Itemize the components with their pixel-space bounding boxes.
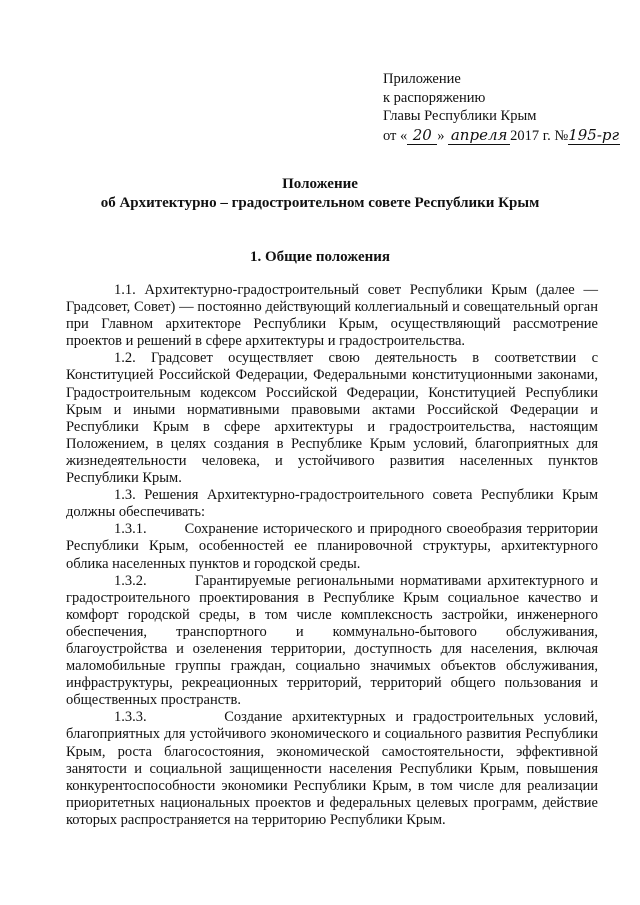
handwritten-number: 195-рг xyxy=(568,125,620,144)
paragraph-number: 1.3.3. xyxy=(114,709,147,726)
appendix-line: Главы Республики Крым xyxy=(383,108,537,124)
paragraph-number: 1.3.2. xyxy=(114,572,147,589)
date-year: 2017 г. № xyxy=(510,127,569,144)
paragraph-number: 1.3.1. xyxy=(114,521,147,538)
date-prefix: от « xyxy=(383,127,408,144)
document-subtitle: об Архитектурно – градостроительном совете Республики Крым xyxy=(100,195,540,211)
appendix-line: к распоряжению xyxy=(383,89,486,106)
paragraph-text: Гарантируемые региональными нормативами архитектурного и градостроительного проектирования в Республике Крым социальное качество и комфорт городской среды, в том числе комплексность застройки, инженерного обеспечения, транспортного и коммунально-бытового обслуживания, благоустройства и озеленения территории, доступность для населения, включая маломобильные группы граждан, социально значимых объектов обслуживания, инфраструктуры, рекреационных территорий, территорий общего пользования и общественных пространств. xyxy=(66,572,598,709)
handwritten-month: апреля xyxy=(448,126,510,146)
paragraph-text: Сохранение исторического и природного своеобразия территории Республики Крым, особенностей ее планировочной структуры, архитектурного облика населенных пунктов и городской среды. xyxy=(66,521,599,572)
appendix-line: Приложение xyxy=(383,71,461,87)
document-body xyxy=(66,282,598,829)
paragraph-1-2: 1.2. Градсовет осуществляет свою деятельность в соответствии с Конституцией Российской Федерации, Федеральными конституционными законами, Градостроительным кодексом Российской Федерации, Конституцией Республики Крым и иными нормативными правовыми актами Российской Федерации и Республики Крым в сфере архитектуры и градостроительства, настоящим Положением, в целях создания в Республике Крым условий, благоприятных для жизнедеятельности человека, и устойчивого развития населенных пунктов Республики Крым. xyxy=(66,350,598,487)
paragraph-text: Создание архитектурных и градостроительных условий, благоприятных для устойчивого экономического и социального развития Республики Крым, роста благосостояния, экономической самостоятельности, эффективной занятости и социальной защищенности населения Республики Крым, повышения конкурентоспособности экономики Республики Крым, в том числе для реализации приоритетных национальных проектов и федеральных целевых программ, действие которых распространяется на территорию Республики Крым. xyxy=(66,709,598,828)
date-close: » xyxy=(437,127,445,144)
document-title: Положение xyxy=(282,176,358,192)
paragraph-1-3-2 xyxy=(66,573,598,710)
section-heading: 1. Общие положения xyxy=(249,249,391,265)
handwritten-day: 20 xyxy=(407,126,437,146)
appendix-date-line xyxy=(383,126,620,146)
paragraph-1-1: 1.1. Архитектурно-градостроительный совет Республики Крым (далее — Градсовет, Совет) — постоянно действующий коллегиальный и совещательный орган при Главном архитекторе Республики Крым, осуществляющий рассмотрение проектов и решений в сфере архитектуры и градостроительства. xyxy=(66,282,598,350)
paragraph-1-3-3 xyxy=(66,709,598,829)
paragraph-1-3: 1.3. Решения Архитектурно-градостроительного совета Республики Крым должны обеспечивать: xyxy=(66,487,598,521)
paragraph-1-3-1 xyxy=(66,521,598,572)
appendix-block xyxy=(383,70,620,145)
